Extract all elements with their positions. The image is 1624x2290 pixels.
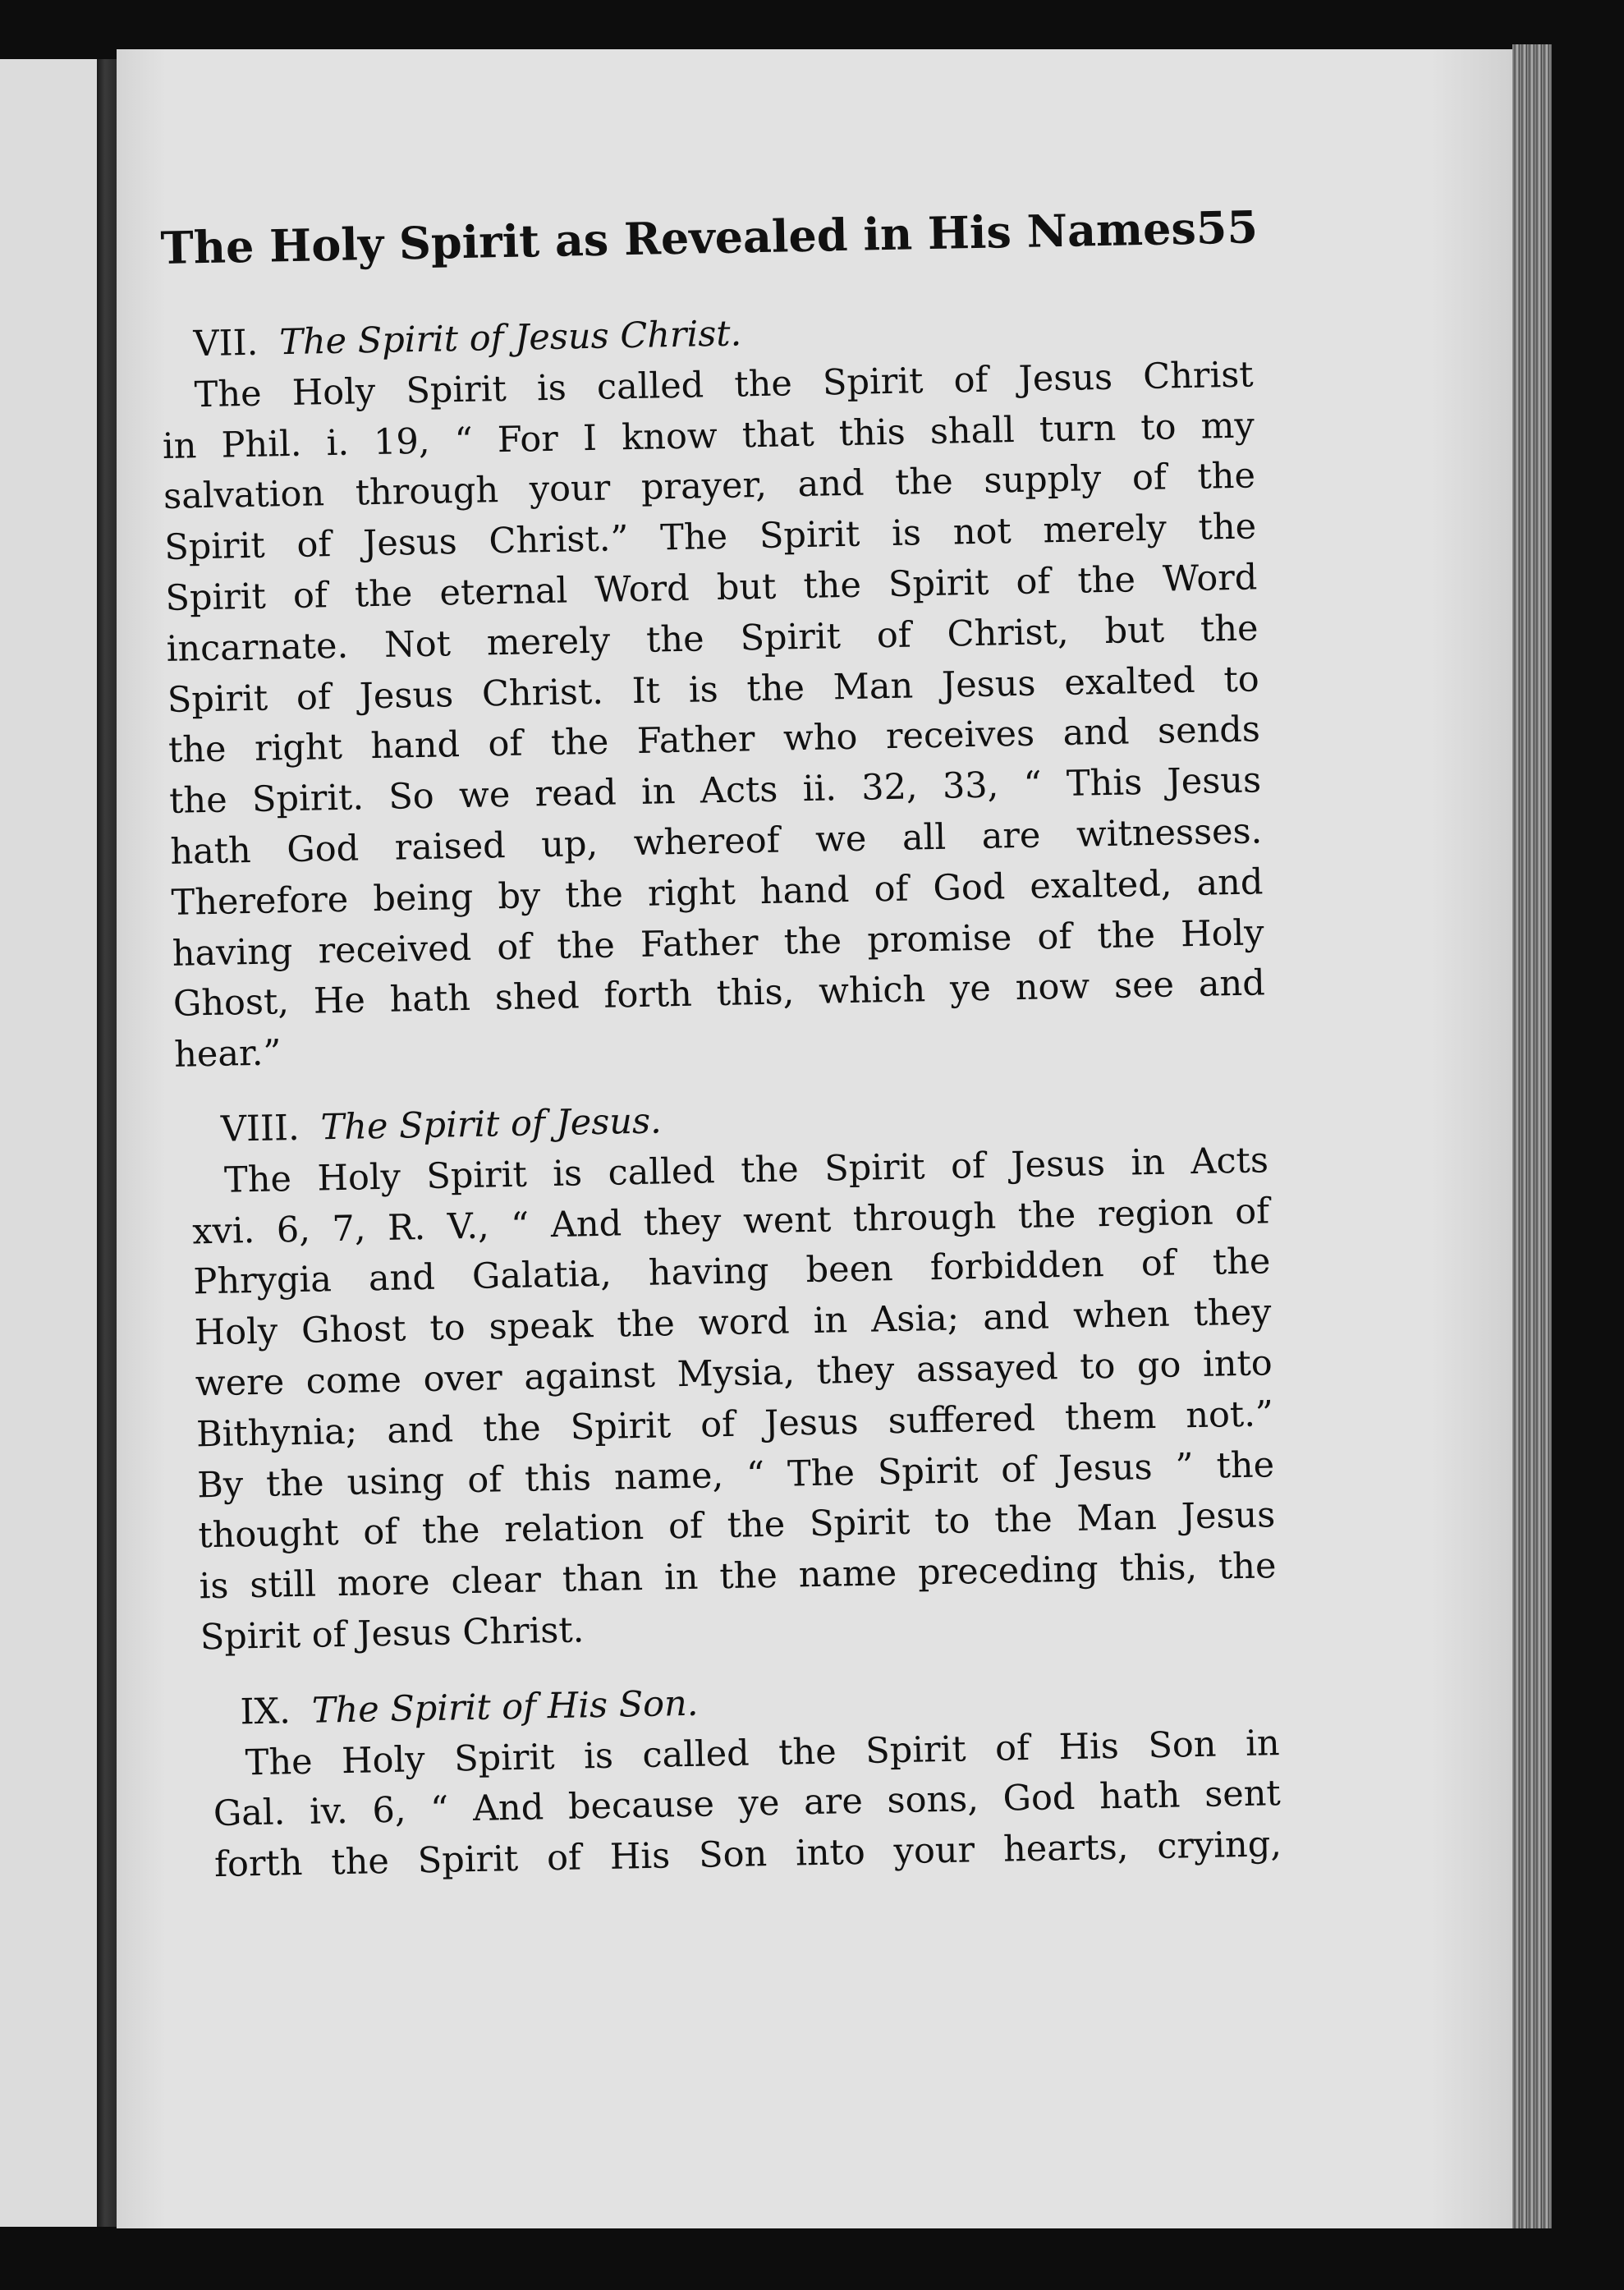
text-line: hath God raised up, whereof we all are witnesses.: [169, 810, 1263, 873]
page-stack-edge: [1512, 44, 1552, 2228]
text-line: the right hand of the Father who receives and sends: [167, 709, 1261, 772]
running-header-title: The Holy Spirit as Revealed in His Names: [160, 201, 1197, 274]
text-line: Spirit of Jesus Christ.: [200, 1609, 585, 1659]
text-line: hear.”: [173, 1032, 282, 1076]
text-line: The Holy Spirit is called the Spirit of His Son in: [245, 1722, 1280, 1783]
text-line: Phrygia and Galatia, having been forbidden of the: [193, 1241, 1271, 1303]
text-line: Spirit of Jesus Christ. It is the Man Jesus exalted to: [167, 658, 1260, 721]
text-line: forth the Spirit of His Son into your hearts, crying,: [213, 1824, 1282, 1886]
section-number: VII.: [193, 322, 259, 365]
text-line: The Holy Spirit is called the Spirit of Jesus in Acts: [223, 1140, 1269, 1201]
text-line: By the using of this name, “ The Spirit of Jesus ” the: [196, 1443, 1275, 1506]
text-line: salvation through your prayer, and the supply of the: [163, 455, 1256, 518]
text-line: xvi. 6, 7, R. V., “ And they went through the region of: [191, 1190, 1270, 1252]
text-line: Holy Ghost to speak the word in Asia; and when they: [194, 1292, 1272, 1354]
text-line: The Holy Spirit is called the Spirit of Jesus Christ: [194, 354, 1254, 416]
book-gutter: [97, 59, 117, 2227]
text-line: Spirit of Jesus Christ.” The Spirit is not merely the: [163, 506, 1257, 569]
section-title: The Spirit of Jesus.: [320, 1100, 663, 1149]
text-line: Spirit of the eternal Word but the Spirit of the Word: [165, 557, 1258, 619]
text-line: is still more clear than in the name preceding this, the: [199, 1545, 1277, 1608]
page-body: [160, 299, 1282, 1891]
text-line: Ghost, He hath shed forth this, which ye now see and: [172, 962, 1266, 1026]
text-line: having received of the Father the promise of the Holy: [172, 911, 1265, 975]
text-line: Bithynia; and the Spirit of Jesus suffered them not.”: [195, 1393, 1274, 1456]
text-line: thought of the relation of the Spirit to the Man Jesus: [197, 1494, 1276, 1557]
text-line: in Phil. i. 19, “ For I know that this shall turn to my: [162, 405, 1255, 467]
text-line: Gal. iv. 6, “ And because ye are sons, God hath sent: [213, 1773, 1282, 1835]
page-number: 55: [1195, 200, 1259, 255]
text-line: the Spirit. So we read in Acts ii. 32, 33, “ This Jesus: [168, 760, 1262, 823]
section-number: VIII.: [220, 1107, 300, 1150]
text-line: Therefore being by the right hand of God exalted, and: [171, 861, 1264, 924]
facing-page-edge: [0, 59, 97, 2227]
text-line: were come over against Mysia, they assayed to go into: [195, 1342, 1273, 1405]
section-title: The Spirit of Jesus Christ.: [278, 313, 742, 364]
section-title: The Spirit of His Son.: [311, 1682, 699, 1732]
text-line: incarnate. Not merely the Spirit of Christ, but the: [166, 608, 1259, 670]
section-number: IX.: [240, 1690, 291, 1733]
